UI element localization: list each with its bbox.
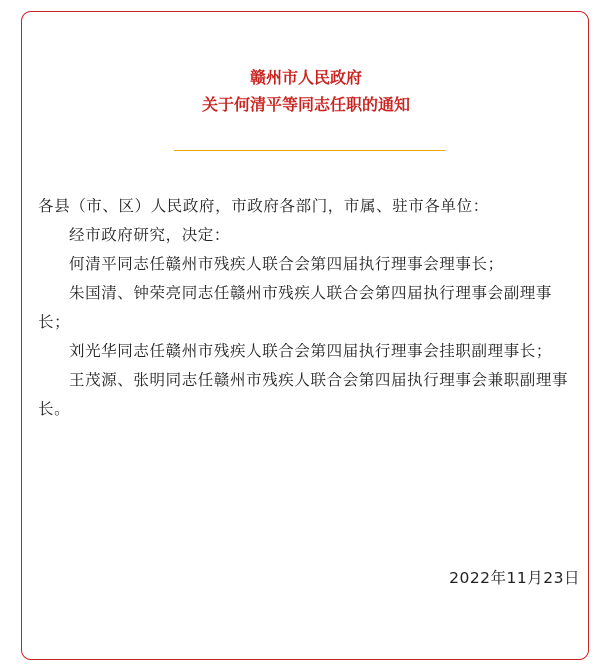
notice-body	[38, 192, 583, 424]
paragraph-appointment-2: 朱国清、钟荣亮同志任赣州市残疾人联合会第四届执行理事会副理事长；	[38, 284, 553, 331]
paragraph-appointment-3: 刘光华同志任赣州市残疾人联合会第四届执行理事会挂职副理事长；	[69, 342, 553, 360]
salutation: 各县（市、区）人民政府，市政府各部门，市属、驻市各单位：	[38, 197, 489, 215]
paragraph-appointment-1: 何清平同志任赣州市残疾人联合会第四届执行理事会理事长；	[69, 255, 504, 273]
paragraph-appointment-4: 王茂源、张明同志任赣州市残疾人联合会第四届执行理事会兼职副理事长。	[38, 371, 569, 418]
notice-title: 关于何清平等同志任职的通知	[201, 95, 410, 114]
paragraph-decision: 经市政府研究，决定：	[69, 226, 231, 244]
title-divider	[174, 150, 445, 151]
issuer-title: 赣州市人民政府	[249, 68, 362, 87]
issue-date: 2022年11月23日	[449, 569, 580, 587]
